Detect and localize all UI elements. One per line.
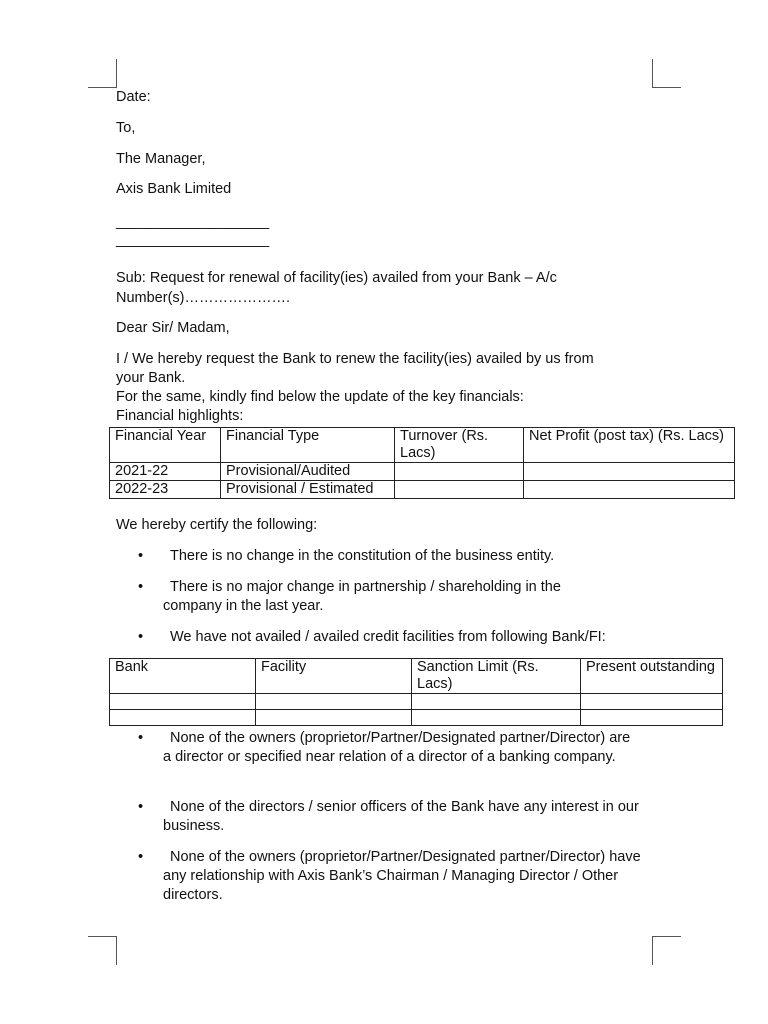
list-item	[138, 578, 658, 616]
crop-mark-bottom-right	[652, 936, 681, 965]
list-item	[138, 547, 658, 566]
address-blank-2: ___________________	[116, 232, 270, 248]
table-row	[110, 463, 735, 481]
list-item	[138, 628, 658, 647]
request-line-3: For the same, kindly find below the update of the key financials:	[116, 389, 524, 405]
bullet-icon: •	[138, 579, 144, 595]
cell-type: Provisional / Estimated	[221, 481, 395, 499]
subject-line-2: Number(s)………………….	[116, 290, 291, 306]
header-bank: Bank	[110, 659, 256, 694]
header-present-outstanding: Present outstanding	[581, 659, 723, 694]
cell-present-outstanding[interactable]	[581, 710, 723, 726]
cell-year: 2021-22	[110, 463, 221, 481]
crop-mark-top-right	[652, 59, 681, 88]
header-financial-type: Financial Type	[221, 428, 395, 463]
list-item-text: We have not availed / availed credit facilities from following Bank/FI:	[170, 629, 606, 645]
cell-present-outstanding[interactable]	[581, 694, 723, 710]
cell-facility[interactable]	[256, 710, 412, 726]
salutation: Dear Sir/ Madam,	[116, 320, 230, 336]
header-financial-year: Financial Year	[110, 428, 221, 463]
subject-line-1: Sub: Request for renewal of facility(ies) availed from your Bank – A/c	[116, 270, 557, 286]
crop-mark-bottom-left	[88, 936, 117, 965]
header-facility: Facility	[256, 659, 412, 694]
table-row	[110, 481, 735, 499]
header-net-profit: Net Profit (post tax) (Rs. Lacs)	[524, 428, 735, 463]
cell-bank[interactable]	[110, 694, 256, 710]
addressee-line-1: The Manager,	[116, 151, 206, 167]
list-item	[138, 848, 658, 905]
table-header-row	[110, 428, 735, 463]
bullet-icon: •	[138, 849, 144, 865]
cell-type: Provisional/Audited	[221, 463, 395, 481]
cell-turnover[interactable]	[395, 481, 524, 499]
cell-turnover[interactable]	[395, 463, 524, 481]
cell-sanction-limit[interactable]	[412, 710, 581, 726]
bullet-icon: •	[138, 730, 144, 746]
cell-year: 2022-23	[110, 481, 221, 499]
cell-sanction-limit[interactable]	[412, 694, 581, 710]
crop-mark-top-left	[88, 59, 117, 88]
financial-highlights-table	[109, 427, 735, 499]
table-header-row	[110, 659, 723, 694]
cell-bank[interactable]	[110, 710, 256, 726]
table-row	[110, 710, 723, 726]
to-label: To,	[116, 120, 136, 136]
certify-intro: We hereby certify the following:	[116, 517, 318, 533]
bullet-icon: •	[138, 548, 144, 564]
table-row	[110, 694, 723, 710]
bank-facilities-table	[109, 658, 723, 726]
bullet-icon: •	[138, 799, 144, 815]
addressee-line-2: Axis Bank Limited	[116, 181, 232, 197]
list-item	[138, 729, 658, 767]
list-item-text: None of the owners (proprietor/Partner/Designated partner/Director) have any relationship with Axis Bank’s Chairman / Managing Director / Other directors.	[163, 849, 641, 903]
address-blank-1: ___________________	[116, 214, 270, 230]
header-sanction-limit: Sanction Limit (Rs. Lacs)	[412, 659, 581, 694]
list-item	[138, 798, 658, 836]
request-line-1: I / We hereby request the Bank to renew the facility(ies) availed by us from	[116, 351, 594, 367]
list-item-text: None of the owners (proprietor/Partner/Designated partner/Director) are a director or specified near relation of a director of a banking company.	[163, 730, 631, 765]
financial-highlights-label: Financial highlights:	[116, 408, 244, 424]
request-line-2: your Bank.	[116, 370, 186, 386]
bullet-icon: •	[138, 629, 144, 645]
list-item-text: None of the directors / senior officers of the Bank have any interest in our business.	[163, 799, 639, 834]
date-label: Date:	[116, 89, 151, 105]
header-turnover: Turnover (Rs. Lacs)	[395, 428, 524, 463]
cell-net-profit[interactable]	[524, 463, 735, 481]
list-item-text: There is no major change in partnership / shareholding in the company in the last year.	[163, 579, 561, 614]
cell-net-profit[interactable]	[524, 481, 735, 499]
cell-facility[interactable]	[256, 694, 412, 710]
list-item-text: There is no change in the constitution of the business entity.	[170, 548, 555, 564]
